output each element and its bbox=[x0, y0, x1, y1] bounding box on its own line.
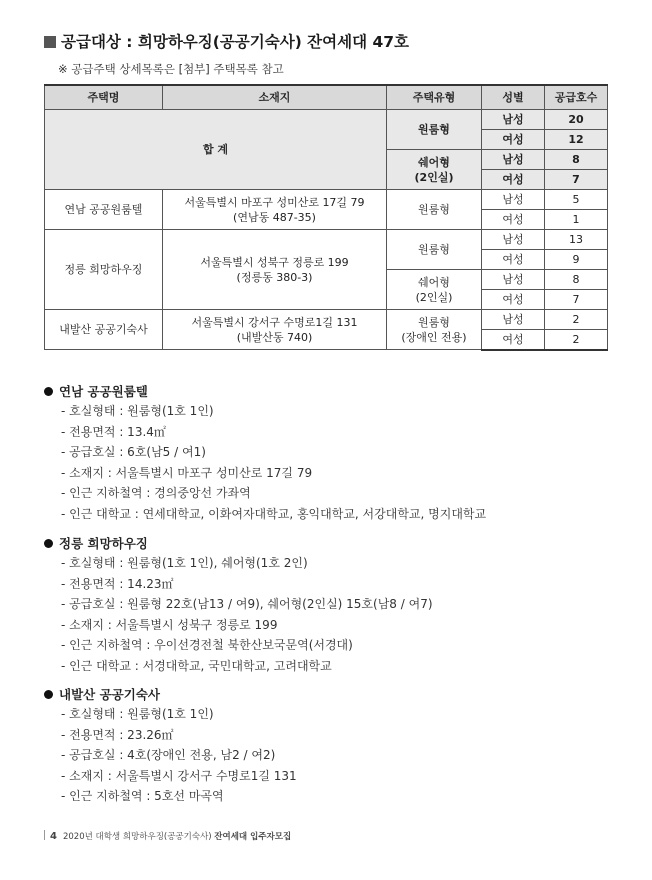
list-item: - 인근 대학교 : 연세대학교, 이화여자대학교, 홍익대학교, 서강대학교, 명지대학교 bbox=[61, 506, 487, 521]
header-house-name: 주택명 bbox=[45, 85, 163, 110]
list-item: - 소재지 : 서울특별시 성북구 정릉로 199 bbox=[61, 617, 278, 632]
count-cell: 9 bbox=[545, 250, 608, 270]
count-cell: 2 bbox=[545, 310, 608, 330]
page-title: 공급대상 : 희망하우징(공공기숙사) 잔여세대 47호 bbox=[44, 30, 409, 52]
list-item: - 전용면적 : 13.4㎡ bbox=[61, 424, 166, 439]
gender-cell: 여성 bbox=[482, 330, 545, 350]
gender-cell: 여성 bbox=[482, 210, 545, 230]
list-item: - 전용면적 : 14.23㎡ bbox=[61, 576, 174, 591]
total-gender: 남성 bbox=[482, 110, 545, 130]
count-cell: 2 bbox=[545, 330, 608, 350]
list-item: - 공급호실 : 6호(남5 / 여1) bbox=[61, 445, 206, 459]
gender-cell: 남성 bbox=[482, 230, 545, 250]
header-address: 소재지 bbox=[163, 85, 387, 110]
bullet-icon bbox=[44, 690, 53, 699]
page-number: 4 bbox=[50, 831, 57, 842]
supply-table bbox=[44, 84, 608, 351]
gender-cell: 남성 bbox=[482, 190, 545, 210]
total-count: 8 bbox=[545, 150, 608, 170]
count-cell: 13 bbox=[545, 230, 608, 250]
table-row bbox=[45, 310, 608, 330]
reference-note: ※ 공급주택 상세목록은 [첨부] 주택목록 참고 bbox=[58, 62, 284, 76]
list-item: - 인근 지하철역 : 우이선경전철 북한산보국문역(서경대) bbox=[61, 638, 353, 652]
list-item: - 인근 지하철역 : 5호선 마곡역 bbox=[61, 789, 224, 803]
total-count: 12 bbox=[545, 130, 608, 150]
house-type: 원룸형 bbox=[387, 190, 482, 230]
table-row-total bbox=[45, 110, 608, 130]
table-row bbox=[45, 230, 608, 250]
house-address: 서울특별시 강서구 수명로1길 131 (내발산동 740) bbox=[163, 310, 387, 350]
gender-cell: 여성 bbox=[482, 290, 545, 310]
header-supply-count: 공급호수 bbox=[545, 85, 608, 110]
gender-cell: 남성 bbox=[482, 310, 545, 330]
square-bullet-icon bbox=[44, 36, 56, 48]
section-naebalsan bbox=[44, 685, 297, 808]
total-type-oneroom: 원룸형 bbox=[387, 110, 482, 150]
count-cell: 5 bbox=[545, 190, 608, 210]
gender-cell: 여성 bbox=[482, 250, 545, 270]
page-footer bbox=[44, 830, 291, 842]
section-yeonnam bbox=[44, 382, 486, 525]
count-cell: 1 bbox=[545, 210, 608, 230]
list-item: - 호실형태 : 원룸형(1호 1인) bbox=[61, 404, 214, 418]
house-type: 원룸형 (장애인 전용) bbox=[387, 310, 482, 350]
list-item: - 인근 대학교 : 서경대학교, 국민대학교, 고려대학교 bbox=[61, 658, 332, 673]
total-gender: 여성 bbox=[482, 170, 545, 190]
total-type-share: 쉐어형 (2인실) bbox=[387, 150, 482, 190]
section-jeongneung bbox=[44, 534, 433, 677]
total-label: 합 계 bbox=[45, 110, 387, 190]
list-item: - 인근 지하철역 : 경의중앙선 가좌역 bbox=[61, 486, 251, 500]
house-name: 정릉 희망하우징 bbox=[45, 230, 163, 310]
section-title: 내발산 공공기숙사 bbox=[44, 685, 297, 705]
list-item: - 호실형태 : 원룸형(1호 1인) bbox=[61, 707, 214, 721]
house-address: 서울특별시 성북구 정릉로 199 (정릉동 380-3) bbox=[163, 230, 387, 310]
bullet-icon bbox=[44, 387, 53, 396]
house-type: 원룸형 bbox=[387, 230, 482, 270]
list-item: - 전용면적 : 23.26㎡ bbox=[61, 727, 174, 742]
list-item: - 호실형태 : 원룸형(1호 1인), 쉐어형(1호 2인) bbox=[61, 556, 308, 570]
table-header-row bbox=[45, 85, 608, 110]
section-title: 정릉 희망하우징 bbox=[44, 534, 433, 554]
total-gender: 남성 bbox=[482, 150, 545, 170]
list-item: - 공급호실 : 원룸형 22호(남13 / 여9), 쉐어형(2인실) 15호(남8 / 여7) bbox=[61, 597, 433, 611]
gender-cell: 남성 bbox=[482, 270, 545, 290]
header-house-type: 주택유형 bbox=[387, 85, 482, 110]
list-item: - 소재지 : 서울특별시 강서구 수명로1길 131 bbox=[61, 768, 297, 783]
total-count: 7 bbox=[545, 170, 608, 190]
count-cell: 8 bbox=[545, 270, 608, 290]
house-name: 연남 공공원룸텔 bbox=[45, 190, 163, 230]
house-name: 내발산 공공기숙사 bbox=[45, 310, 163, 350]
list-item: - 공급호실 : 4호(장애인 전용, 남2 / 여2) bbox=[61, 748, 276, 762]
bullet-icon bbox=[44, 539, 53, 548]
count-cell: 7 bbox=[545, 290, 608, 310]
house-type: 쉐어형 (2인실) bbox=[387, 270, 482, 310]
table-row bbox=[45, 190, 608, 210]
total-count: 20 bbox=[545, 110, 608, 130]
house-address: 서울특별시 마포구 성미산로 17길 79 (연남동 487-35) bbox=[163, 190, 387, 230]
header-gender: 성별 bbox=[482, 85, 545, 110]
footer-text-strong: 잔여세대 입주자모집 bbox=[214, 832, 292, 842]
total-gender: 여성 bbox=[482, 130, 545, 150]
footer-text: 2020년 대학생 희망하우징(공공기숙사) bbox=[62, 832, 215, 842]
list-item: - 소재지 : 서울특별시 마포구 성미산로 17길 79 bbox=[61, 465, 313, 480]
section-title: 연남 공공원룸텔 bbox=[44, 382, 486, 402]
footer-divider bbox=[44, 830, 45, 840]
